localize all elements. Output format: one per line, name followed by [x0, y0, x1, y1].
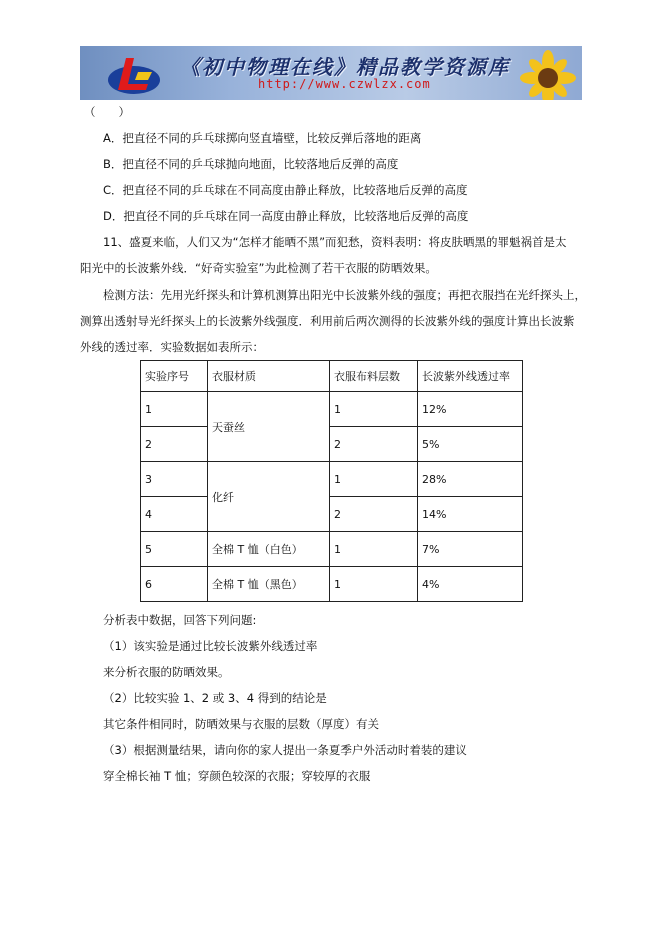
layers-cell: 1: [330, 532, 418, 567]
trial-no: 5: [141, 532, 208, 567]
experiment-table: [140, 360, 523, 602]
header-trial-no: 实验序号: [141, 361, 208, 392]
option-a: A．把直径不同的乒乓球掷向竖直墙壁，比较反弹后落地的距离: [103, 131, 422, 145]
site-logo-icon: [104, 50, 164, 98]
trial-no: 1: [141, 392, 208, 427]
table-row: [141, 427, 523, 462]
material-cell: 全棉 T 恤（黑色）: [208, 567, 330, 602]
trial-no: 6: [141, 567, 208, 602]
method-line-2: 测算出透射导光纤探头上的长波紫外线强度．利用前后两次测得的长波紫外线的强度计算出长波紫: [80, 314, 575, 328]
answer-2: 其它条件相同时，防晒效果与衣服的层数（厚度）有关: [103, 717, 379, 731]
rate-cell: 28%: [418, 462, 523, 497]
layers-cell: 1: [330, 567, 418, 602]
method-line-1: 检测方法：先用光纤探头和计算机测算出阳光中长波紫外线的强度；再把衣服挡在光纤探头上，: [103, 288, 586, 302]
option-c: C．把直径不同的乒乓球在不同高度由静止释放，比较落地后反弹的高度: [103, 183, 468, 197]
material-cell: 全棉 T 恤（白色）: [208, 532, 330, 567]
option-b: B．把直径不同的乒乓球抛向地面，比较落地后反弹的高度: [103, 157, 399, 171]
rate-cell: 5%: [418, 427, 523, 462]
banner-title: 《初中物理在线》精品教学资源库: [180, 55, 510, 79]
layers-cell: 1: [330, 462, 418, 497]
header-banner: [80, 46, 582, 100]
sunflower-icon: [508, 48, 578, 100]
table-row: [141, 392, 523, 427]
rate-cell: 14%: [418, 497, 523, 532]
header-layers: 衣服布料层数: [330, 361, 418, 392]
question-2: （2）比较实验 1、2 或 3、4 得到的结论是: [103, 691, 327, 705]
layers-cell: 1: [330, 392, 418, 427]
banner-url[interactable]: http://www.czwlzx.com: [258, 77, 431, 91]
answer-3: 穿全棉长袖 T 恤；穿颜色较深的衣服；穿较厚的衣服: [103, 769, 371, 783]
trial-no: 3: [141, 462, 208, 497]
question-3: （3）根据测量结果，请向你的家人提出一条夏季户外活动时着装的建议: [103, 743, 467, 757]
option-d: D．把直径不同的乒乓球在同一高度由静止释放，比较落地后反弹的高度: [103, 209, 469, 223]
question-11-line-1: 11、盛夏来临，人们又为“怎样才能晒不黑”而犯愁，资料表明：将皮肤晒黑的罪魁祸首是太: [103, 235, 567, 249]
table-header-row: [141, 361, 523, 392]
question-1: （1）该实验是通过比较长波紫外线透过率: [103, 639, 318, 653]
material-cell: 化纤: [208, 462, 330, 532]
material-cell: 天蚕丝: [208, 392, 330, 462]
analysis-intro: 分析表中数据，回答下列问题:: [103, 613, 257, 627]
method-line-3: 外线的透过率．实验数据如表所示：: [80, 340, 264, 354]
rate-cell: 12%: [418, 392, 523, 427]
answer-bracket: （ ）: [84, 105, 130, 119]
trial-no: 4: [141, 497, 208, 532]
header-material: 衣服材质: [208, 361, 330, 392]
trial-no: 2: [141, 427, 208, 462]
table-row: [141, 462, 523, 497]
layers-cell: 2: [330, 497, 418, 532]
answer-1: 来分析衣服的防晒效果。: [103, 665, 230, 679]
rate-cell: 7%: [418, 532, 523, 567]
layers-cell: 2: [330, 427, 418, 462]
table-row: [141, 532, 523, 567]
table-row: [141, 567, 523, 602]
header-transmittance: 长波紫外线透过率: [418, 361, 523, 392]
table-row: [141, 497, 523, 532]
question-11-line-2: 阳光中的长波紫外线．“好奇实验室”为此检测了若干衣服的防晒效果。: [80, 261, 437, 275]
rate-cell: 4%: [418, 567, 523, 602]
